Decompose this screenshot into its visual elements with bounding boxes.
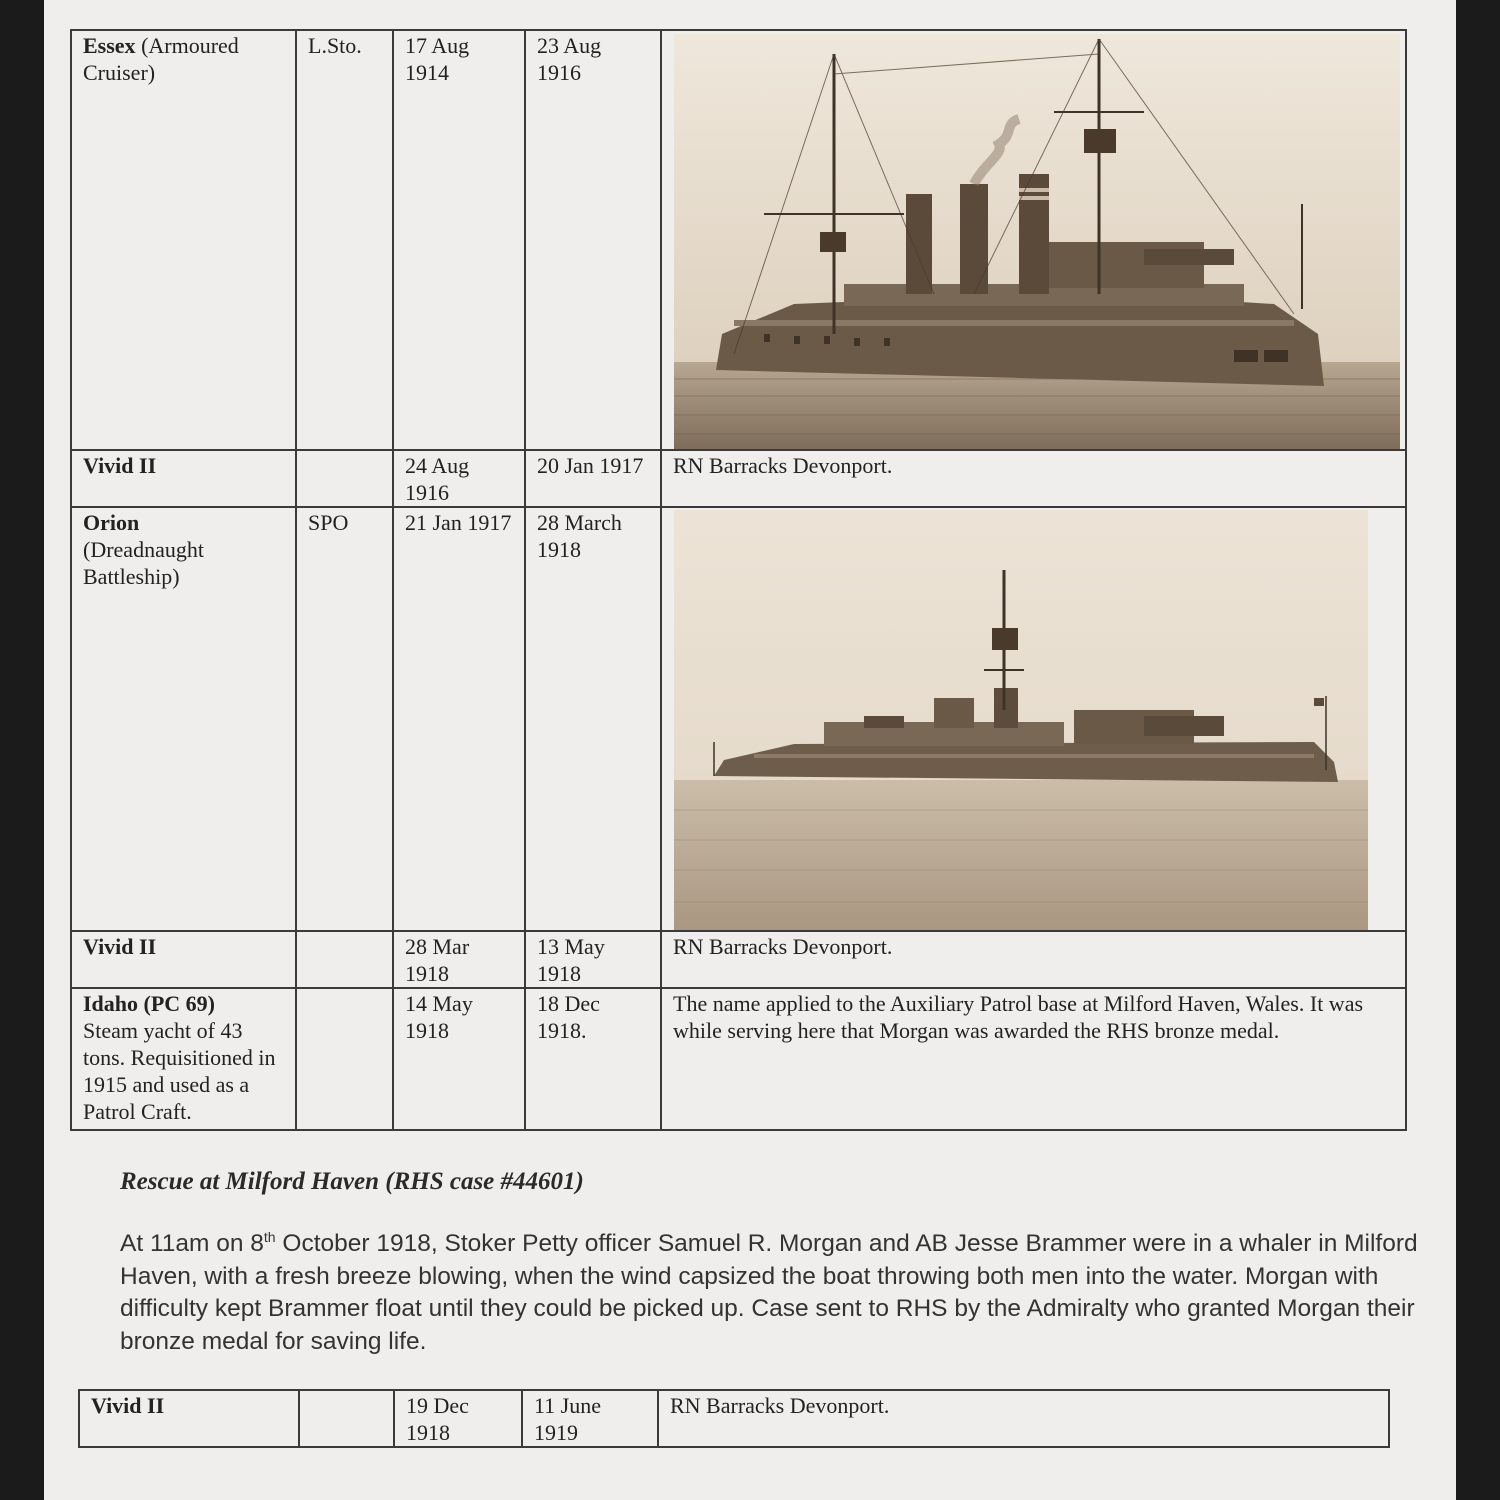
ordinal-superscript: th bbox=[263, 1228, 276, 1245]
to-date-cell: 18 Dec 1918. bbox=[525, 988, 661, 1130]
from-date-cell: 28 Mar 1918 bbox=[393, 931, 525, 988]
service-record-table bbox=[70, 29, 1407, 1131]
rate-cell bbox=[296, 931, 393, 988]
to-date-cell: 13 May 1918 bbox=[525, 931, 661, 988]
from-date-cell: 21 Jan 1917 bbox=[393, 507, 525, 931]
table-row bbox=[71, 507, 1406, 931]
dreadnought-battleship-photo bbox=[674, 510, 1368, 930]
ship-name: Essex bbox=[83, 33, 136, 58]
ship-cell bbox=[71, 507, 296, 931]
remarks-cell: RN Barracks Devonport. bbox=[661, 931, 1406, 988]
ship-cell bbox=[71, 988, 296, 1130]
rate-cell: L.Sto. bbox=[296, 30, 393, 450]
ship-description: (Armoured Cruiser) bbox=[83, 33, 239, 85]
armoured-cruiser-photo bbox=[674, 34, 1400, 450]
table-row bbox=[71, 450, 1406, 507]
document-page bbox=[44, 0, 1456, 1500]
to-date-cell: 23 Aug 1916 bbox=[525, 30, 661, 450]
ship-description: Steam yacht of 43 tons. Requisitioned in 1915 and used as a Patrol Craft. bbox=[83, 1018, 276, 1124]
from-date-cell: 19 Dec 1918 bbox=[394, 1390, 522, 1447]
ship-cell: Vivid II bbox=[71, 450, 296, 507]
to-date-cell: 11 June 1919 bbox=[522, 1390, 658, 1447]
photo-cell bbox=[661, 30, 1406, 450]
table-row bbox=[71, 931, 1406, 988]
remarks-cell: RN Barracks Devonport. bbox=[661, 450, 1406, 507]
rescue-paragraph bbox=[120, 1228, 1420, 1358]
table-row bbox=[71, 988, 1406, 1130]
remarks-cell: RN Barracks Devonport. bbox=[658, 1390, 1389, 1447]
paragraph-text-rest: October 1918, Stoker Petty officer Samuel R. Morgan and AB Jesse Brammer were in a whaler in Milford Haven, with a fresh breeze blowing, when the wind capsized the boat throwing both men into the water. Morgan with difficulty kept Brammer float until they could be picked up. Case sent to RHS by the Admiralty who granted Morgan their bronze medal for saving life. bbox=[120, 1230, 1418, 1355]
from-date-cell: 17 Aug 1914 bbox=[393, 30, 525, 450]
rate-cell bbox=[296, 988, 393, 1130]
paragraph-text-start: At 11am on 8 bbox=[120, 1230, 264, 1257]
ship-name: Orion bbox=[83, 510, 140, 535]
ship-name: Idaho (PC 69) bbox=[83, 991, 216, 1016]
from-date-cell: 24 Aug 1916 bbox=[393, 450, 525, 507]
ship-description: (Dreadnaught Battleship) bbox=[83, 537, 204, 589]
table-row bbox=[79, 1390, 1389, 1447]
ship-cell: Vivid II bbox=[71, 931, 296, 988]
remarks-cell: The name applied to the Auxiliary Patrol base at Milford Haven, Wales. It was while serving here that Morgan was awarded the RHS bronze medal. bbox=[661, 988, 1406, 1130]
ship-cell bbox=[71, 30, 296, 450]
photo-cell bbox=[661, 507, 1406, 931]
ship-cell: Vivid II bbox=[79, 1390, 299, 1447]
section-heading: Rescue at Milford Haven (RHS case #44601) bbox=[120, 1168, 584, 1195]
from-date-cell: 14 May 1918 bbox=[393, 988, 525, 1130]
rate-cell bbox=[299, 1390, 394, 1447]
rate-cell: SPO bbox=[296, 507, 393, 931]
to-date-cell: 28 March 1918 bbox=[525, 507, 661, 931]
rate-cell bbox=[296, 450, 393, 507]
table-row bbox=[71, 30, 1406, 450]
to-date-cell: 20 Jan 1917 bbox=[525, 450, 661, 507]
service-record-table-continued bbox=[78, 1389, 1390, 1448]
